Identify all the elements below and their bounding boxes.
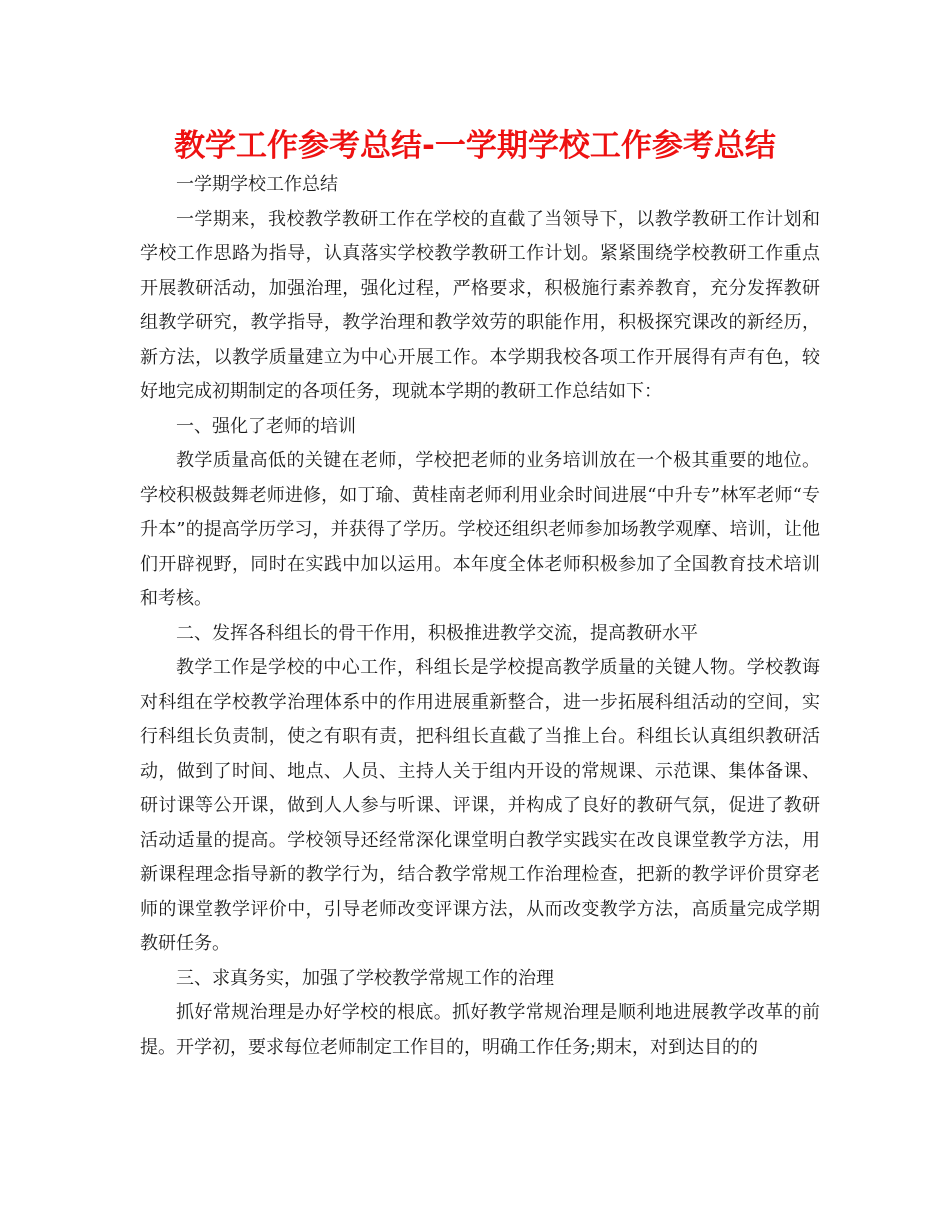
section-heading-1: 一、强化了老师的培训	[176, 415, 356, 437]
intro-paragraph: 一学期来，我校教学教研工作在学校的直截了当领导下，以教学教研工作计划和学校工作思路为指导，认真落实学校教学教研工作计划。紧紧围绕学校教研工作重点开展教研活动，加强治理，强化过程，严格要求，积极施行素养教育，充分发挥教研组教学研究，教学指导，教学治理和教学效劳的职能作用，积极探究课改的新经历，新方法，以教学质量建立为中心开展工作。本学期我校各项工作开展得有声有色，较好地完成初期制定的各项任务，现就本学期的教研工作总结如下：	[140, 208, 820, 402]
document-body	[140, 168, 820, 1065]
section-2-paragraph: 教学工作是学校的中心工作，科组长是学校提高教学质量的关键人物。学校教诲对科组在学校教学治理体系中的作用进展重新整合，进一步拓展科组活动的空间，实行科组长负责制，使之有职有责，把科组长直截了当推上台。科组长认真组织教研活动，做到了时间、地点、人员、主持人关于组内开设的常规课、示范课、集体备课、研讨课等公开课，做到人人参与听课、评课，并构成了良好的教研气氛，促进了教研活动适量的提高。学校领导还经常深化课堂明白教学实践实在改良课堂教学方法，用新课程理念指导新的教学行为，结合教学常规工作治理检查，把新的教学评价贯穿老师的课堂教学评价中，引导老师改变评课方法，从而改变教学方法，高质量完成学期教研任务。	[140, 657, 820, 954]
document-title: 教学工作参考总结-一学期学校工作参考总结	[174, 128, 776, 164]
section-1-paragraph: 教学质量高低的关键在老师，学校把老师的业务培训放在一个极其重要的地位。学校积极鼓舞老师进修，如丁瑜、黄桂南老师利用业余时间进展“中升专”林军老师“专升本”的提高学历学习，并获得了学历。学校还组织老师参加场教学观摩、培训，让他们开辟视野，同时在实践中加以运用。本年度全体老师积极参加了全国教育技术培训和考核。	[140, 450, 820, 609]
section-3-paragraph: 抓好常规治理是办好学校的根底。抓好教学常规治理是顺利地进展教学改革的前提。开学初，要求每位老师制定工作目的，明确工作任务;期末，对到达目的的	[140, 1002, 820, 1058]
section-heading-3: 三、求真务实，加强了学校教学常规工作的治理	[176, 967, 554, 989]
subtitle-paragraph: 一学期学校工作总结	[176, 174, 338, 195]
section-heading-2: 二、发挥各科组长的骨干作用，积极推进教学交流，提高教研水平	[176, 622, 698, 644]
